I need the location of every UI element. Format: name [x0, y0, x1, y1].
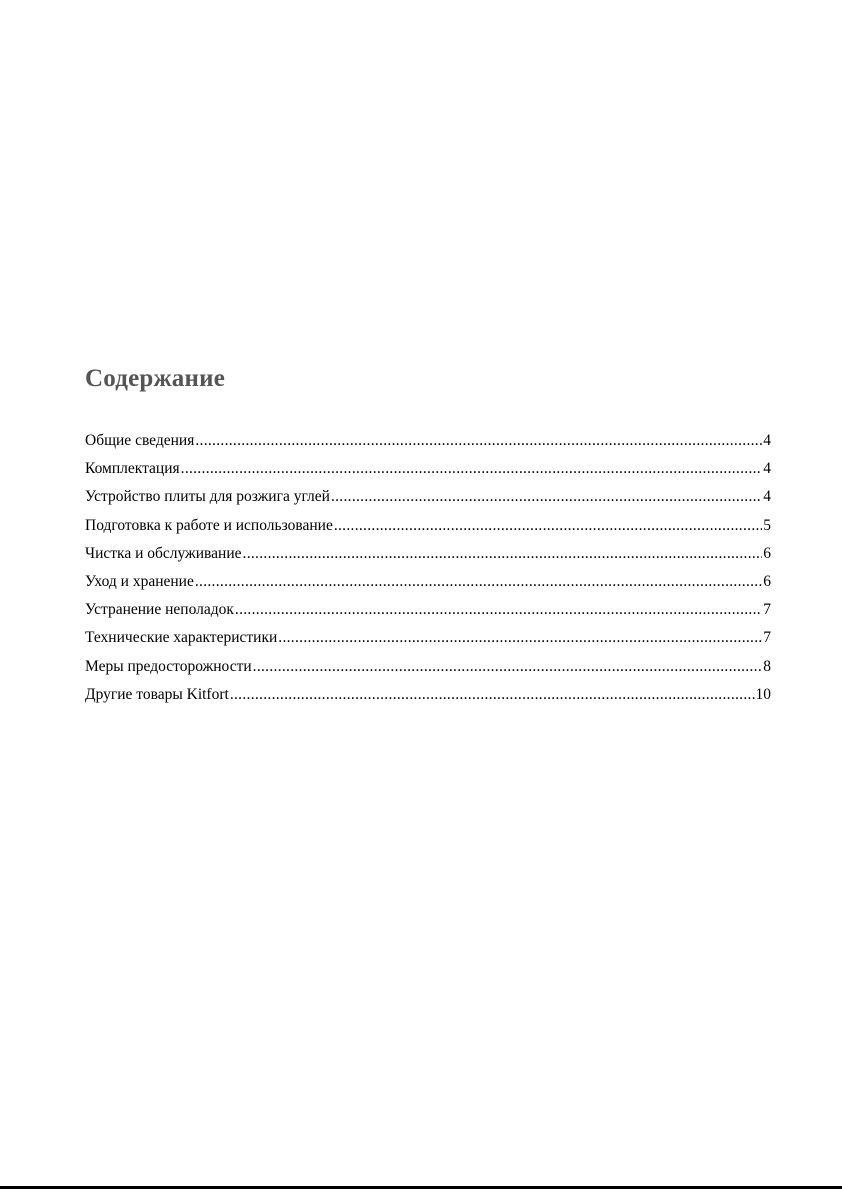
toc-item-general-info[interactable] — [85, 427, 771, 455]
toc-item-label: Устройство плиты для розжига углей — [85, 488, 330, 506]
toc-item-page-number: 4 — [763, 460, 771, 478]
dot-leader — [230, 681, 755, 709]
toc-item-page-number: 7 — [763, 629, 771, 647]
toc-item-label: Подготовка к работе и использование — [85, 516, 333, 534]
dot-leader — [243, 540, 763, 568]
dot-leader — [181, 455, 763, 483]
dot-leader — [195, 427, 762, 455]
toc-item-label: Технические характеристики — [85, 629, 278, 647]
toc-item-page-number: 6 — [763, 572, 771, 590]
toc-item-page-number: 5 — [763, 516, 771, 534]
toc-item-device-structure[interactable] — [85, 483, 771, 511]
toc-item-label: Общие сведения — [85, 432, 195, 449]
toc-item-page-number: 8 — [763, 657, 771, 675]
toc-item-label: Комплектация — [85, 460, 180, 478]
table-of-contents — [85, 427, 771, 709]
dot-leader — [278, 624, 762, 652]
toc-item-label: Меры предосторожности — [85, 657, 252, 675]
toc-item-page-number: 4 — [763, 432, 771, 449]
toc-item-label: Чистка и обслуживание — [85, 544, 242, 562]
dot-leader — [195, 568, 762, 596]
toc-item-page-number: 7 — [763, 601, 771, 619]
toc-item-safety-precautions[interactable] — [85, 653, 771, 681]
toc-item-preparation-and-use[interactable] — [85, 512, 771, 540]
toc-item-page-number: 10 — [755, 685, 771, 703]
dot-leader — [331, 483, 762, 511]
toc-item-label: Устранение неполадок — [85, 601, 234, 619]
toc-item-care-and-storage[interactable] — [85, 568, 771, 596]
toc-item-troubleshooting[interactable] — [85, 596, 771, 624]
toc-item-cleaning-and-maintenance[interactable] — [85, 540, 771, 568]
dot-leader — [235, 596, 762, 624]
page-title: Содержание — [85, 365, 226, 392]
dot-leader — [253, 653, 763, 681]
toc-item-page-number: 6 — [763, 544, 771, 562]
toc-item-label: Другие товары Kitfort — [85, 685, 229, 703]
toc-item-other-products[interactable] — [85, 681, 771, 709]
toc-item-specifications[interactable] — [85, 624, 771, 652]
toc-item-label: Уход и хранение — [85, 572, 194, 590]
toc-item-package-contents[interactable] — [85, 455, 771, 483]
toc-item-page-number: 4 — [763, 488, 771, 506]
dot-leader — [334, 512, 762, 540]
